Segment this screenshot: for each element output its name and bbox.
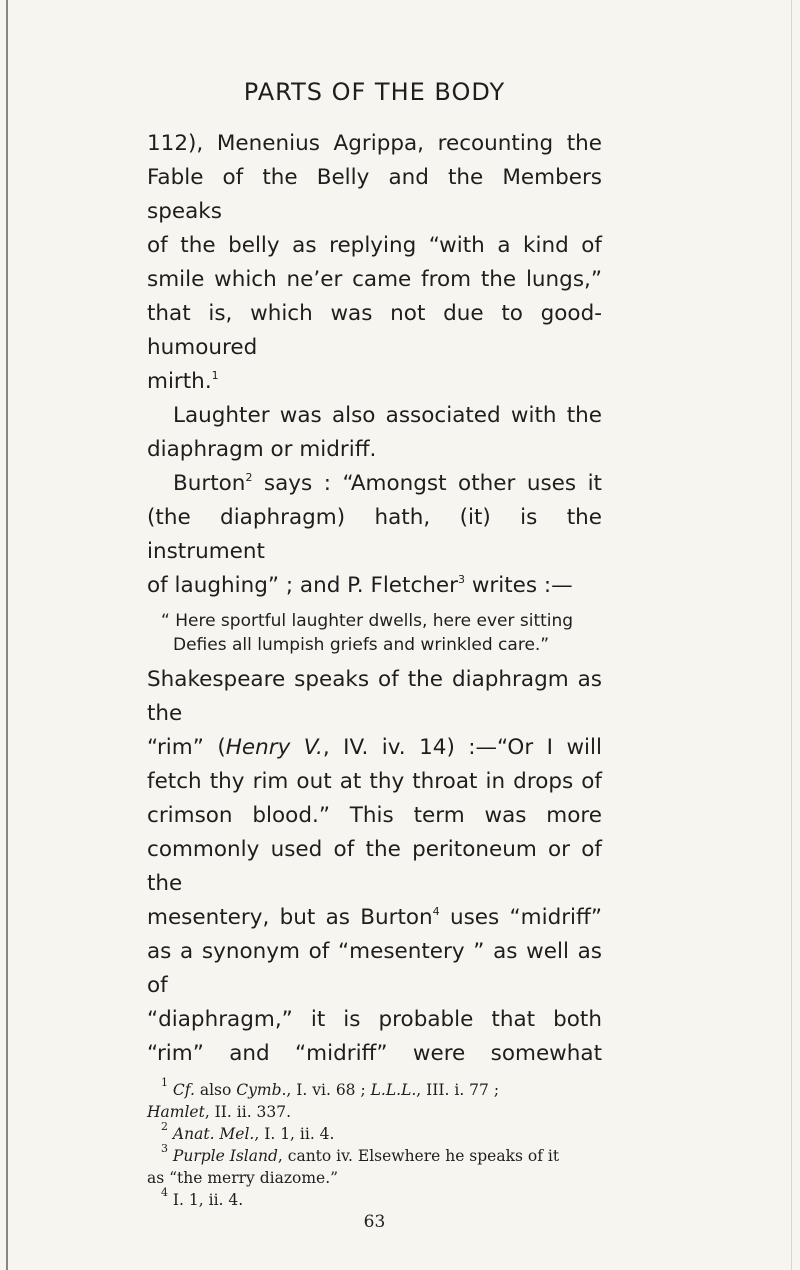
footnote-3-number: 3 (161, 1142, 168, 1155)
footnote-1-b: also (194, 1081, 237, 1099)
para2-line1: Laughter was also associated with the (173, 403, 602, 428)
para4-line8: “diaphragm,” it is probable that both (147, 1007, 602, 1032)
footnote-3-a: Purple Island (168, 1147, 278, 1165)
para4-line2-italic: Henry V. (225, 735, 323, 760)
para4-line5: commonly used of the peritoneum or of the (147, 837, 602, 896)
para1-line6 (147, 365, 602, 399)
para1-line1: 112), Menenius Agrippa, recounting the (147, 131, 602, 156)
para4-line2-a: “rim” ( (147, 735, 226, 760)
footnote-1-e: L.L.L. (370, 1081, 417, 1099)
footnote-2-b: , I. 1, ii. 4. (254, 1125, 335, 1143)
quote-line1: “ Here sportful laughter dwells, here ever sitting (161, 611, 574, 631)
footnote-2-number: 2 (161, 1120, 168, 1133)
para1-line4: smile which ne’er came from the lungs,” (147, 267, 602, 292)
footnote-1-a: Cf. (168, 1081, 195, 1099)
page-edge-right (791, 0, 792, 1270)
footnote-1-number: 1 (161, 1076, 168, 1089)
footnote-1-cont (147, 1101, 602, 1123)
para1-line3: of the belly as replying “with a kind of (147, 233, 602, 258)
footnote-3-cont: as “the merry diazome.” (147, 1169, 339, 1187)
footnote-3-b: , canto iv. Elsewhere he speaks of it (277, 1147, 560, 1165)
footnote-1-f: , III. i. 77 ; (416, 1081, 500, 1099)
footnote-1 (147, 1076, 602, 1101)
footnote-4-number: 4 (161, 1186, 168, 1199)
para4-line9: “rim” and “midriff” were somewhat (147, 1041, 602, 1066)
book-page (147, 75, 602, 1233)
footnote-1-g: Hamlet (147, 1103, 205, 1121)
para4-line6 (147, 901, 602, 935)
footnote-1-c: Cymb. (236, 1081, 287, 1099)
body-text (147, 127, 602, 1071)
para4-line2 (147, 731, 602, 765)
para3-line1-b: says : “Amongst other uses it (252, 471, 602, 496)
footnote-ref-4: 4 (432, 905, 440, 918)
para4-line7: as a synonym of “mesentery ” as well as of (147, 939, 602, 998)
verse-quote (147, 609, 602, 657)
para3-line2: (the diaphragm) hath, (it) is the instrument (147, 505, 602, 564)
running-head: PARTS OF THE BODY (243, 78, 506, 106)
para4-line4: crimson blood.” This term was more (147, 803, 602, 828)
footnote-ref-3: 3 (457, 573, 465, 586)
para4-line2-b: , IV. iv. 14) :—“Or I will (322, 735, 602, 760)
page-number: 63 (363, 1212, 386, 1232)
para4-line1: Shakespeare speaks of the diaphragm as the (147, 667, 602, 726)
para4-line6-a: mesentery, but as Burton (147, 905, 433, 930)
footnote-2-a: Anat. Mel. (168, 1125, 255, 1143)
para3-line1 (147, 467, 602, 501)
para3-line1-a: Burton (173, 471, 246, 496)
binding-edge-left (6, 0, 8, 1270)
para1-line6-text: mirth. (147, 369, 212, 394)
para2-line2: diaphragm or midriff. (147, 437, 377, 462)
para1-line2: Fable of the Belly and the Members speaks (147, 165, 602, 224)
footnote-4-a: I. 1, ii. 4. (168, 1191, 244, 1209)
para3-line3-b: writes :— (464, 573, 573, 598)
para3-line3-a: of laughing” ; and P. Fletcher (147, 573, 458, 598)
footnote-1-d: , I. vi. 68 ; (286, 1081, 371, 1099)
footnote-ref-1: 1 (211, 369, 219, 382)
footnote-ref-2: 2 (245, 471, 253, 484)
footnote-2 (147, 1120, 602, 1145)
quote-line2: Defies all lumpish griefs and wrinkled care.” (173, 635, 550, 655)
para4-line6-b: uses “midriff” (439, 905, 602, 930)
para3-line3 (147, 569, 602, 603)
footnotes (147, 1076, 602, 1211)
footnote-3 (147, 1142, 602, 1167)
footnote-4 (147, 1186, 602, 1211)
footnote-1-h: , II. ii. 337. (204, 1103, 292, 1121)
para1-line5: that is, which was not due to good-humoured (147, 301, 602, 360)
para4-line3: fetch thy rim out at thy throat in drops of (147, 769, 602, 794)
